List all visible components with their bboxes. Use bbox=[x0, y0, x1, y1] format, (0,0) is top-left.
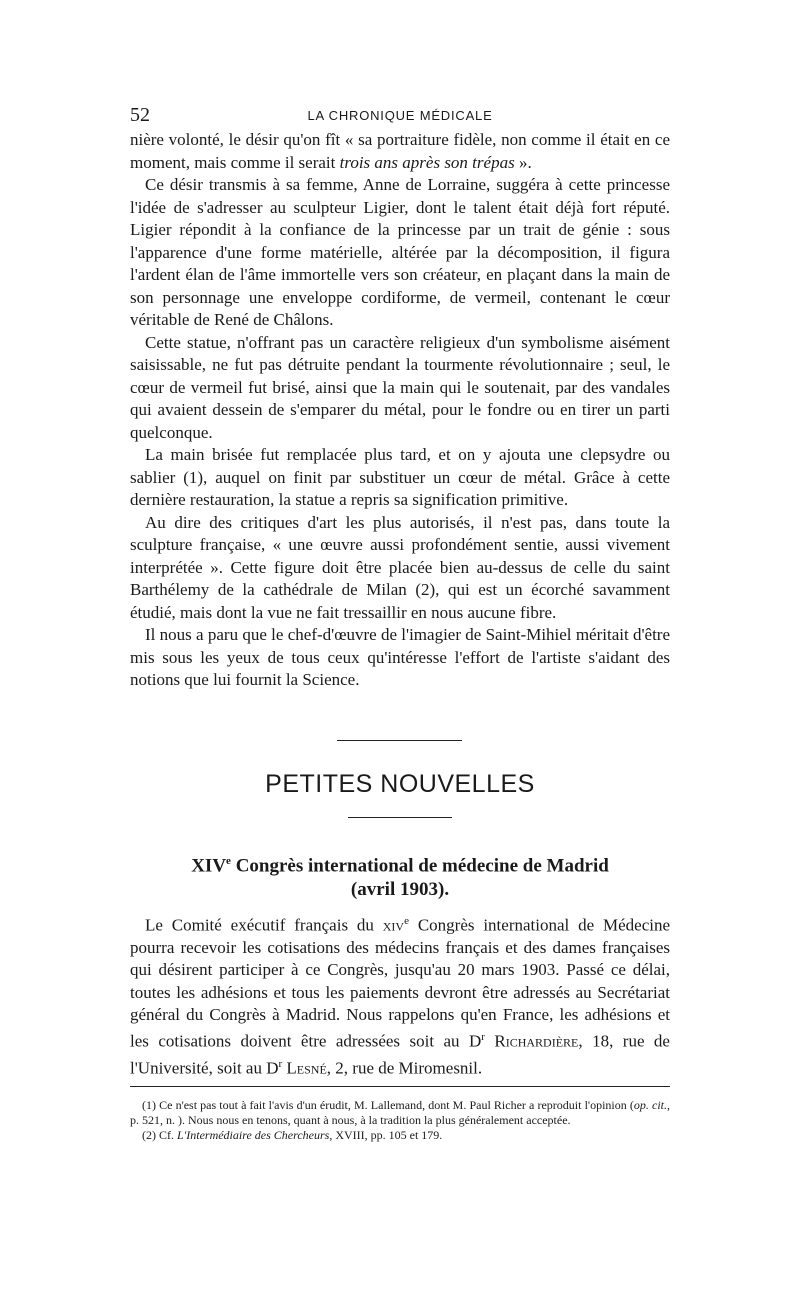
doctor-name-1: Richardière bbox=[484, 1031, 579, 1051]
footnote-1-b: , p. 521, n. ). Nous nous en tenons, quant à nous, à la tradition la plus généralement acceptée. bbox=[130, 1098, 670, 1128]
doctor-sup-1: r bbox=[481, 1031, 485, 1044]
paragraph-6: Il nous a paru que le chef-d'œuvre de l'imagier de Saint-Mihiel méritait d'être mis sous les yeux de tous ceux qu'intéresse l'effort de l'artiste s'aidant des notions que lui fournit la Science. bbox=[130, 625, 670, 689]
congress-heading bbox=[130, 849, 670, 902]
footnote-2-italic: L'Intermédiaire des Chercheurs bbox=[177, 1128, 330, 1143]
paragraph-1 bbox=[130, 129, 670, 174]
congress-date: (avril 1903). bbox=[350, 879, 450, 901]
footnote-2-a: (2) Cf. bbox=[142, 1128, 177, 1143]
paragraph-1-end: ». bbox=[514, 152, 532, 172]
section-heading: PETITES NOUVELLES bbox=[265, 770, 535, 798]
page-number: 52 bbox=[130, 104, 150, 126]
news-roman: xiv bbox=[382, 915, 405, 935]
news-roman-sup: e bbox=[404, 915, 409, 927]
paragraph-4: La main brisée fut remplacée plus tard, et on y ajouta une clepsydre ou sablier (1), auquel on finit par substituer un cœur de métal. Grâce à cette dernière restauration, la statue a repris sa signification primitive. bbox=[130, 445, 670, 509]
footnote-1-a: (1) Ce n'est pas tout à fait l'avis d'un érudit, M. Lallemand, dont M. Paul Richer a reproduit l'opinion ( bbox=[142, 1098, 634, 1112]
footnote-1 bbox=[130, 1098, 670, 1128]
footnote-2 bbox=[130, 1128, 670, 1143]
running-head: LA CHRONIQUE MÉDICALE bbox=[307, 108, 493, 123]
divider-bottom bbox=[348, 817, 452, 818]
paragraph-5: Au dire des critiques d'art les plus autorisés, il n'est pas, dans toute la sculpture française, « une œuvre aussi profondément sentie, aussi vivement interprétée ». Cette figure doit être placée bien au-dessus de celle du saint Barthélemy de la cathédrale de Milan (2), qui est un écorché savamment étudié, mais dont la vue ne fait tressaillir en nous aucune fibre. bbox=[130, 512, 670, 622]
footnote-1-italic: op. cit. bbox=[633, 1098, 667, 1112]
news-paragraph bbox=[130, 910, 670, 1080]
footnote-rule bbox=[130, 1086, 670, 1087]
news-text-2: Congrès international de Médecine pourra recevoir les cotisations des médecins français et des dames françaises qui désirent participer à ce Congrès, jusqu'au 20 mars 1903. Passé ce délai, toutes les adhésions et tous les paiements devront être adressés au Secrétariat général du Congrès à Madrid. Nous rappelons qu'en France, les adhésions et les cotisations doivent être adressées soit au D bbox=[130, 915, 671, 1051]
news-text-3: , 18, rue de l'Université, soit au D bbox=[130, 1031, 670, 1078]
congress-title: Congrès international de médecine de Madrid bbox=[230, 855, 609, 877]
divider-top bbox=[337, 740, 462, 741]
congress-roman: XIV bbox=[191, 855, 227, 877]
paragraph-1-text: nière volonté, le désir qu'on fît « sa portraiture fidèle, non comme il était en ce moment, mais comme il serait bbox=[130, 130, 670, 172]
footnote-2-b: , XVIII, pp. 105 et 179. bbox=[329, 1128, 443, 1143]
news-text-4: , 2, rue de Miromesnil. bbox=[326, 1058, 483, 1078]
news-body bbox=[130, 910, 670, 1080]
news-text-1: Le Comité exécutif français du bbox=[145, 915, 383, 935]
paragraph-1-italic: trois ans après son trépas bbox=[339, 152, 515, 172]
paragraph-3: Cette statue, n'offrant pas un caractère religieux d'un symbolisme aisément saisissable, ne fut pas détruite pendant la tourmente révolutionnaire ; seul, le cœur de vermeil fut brisé, ainsi que la main qui le soutenait, par des vandales qui avaient dessein de s'emparer du métal, pour le fondre ou en tirer un parti quelconque. bbox=[130, 332, 670, 442]
congress-roman-sup: e bbox=[226, 855, 231, 867]
paragraph-2: Ce désir transmis à sa femme, Anne de Lorraine, suggéra à cette princesse l'idée de s'adresser au sculpteur Ligier, dont le talent était déjà fort réputé. Ligier répondit à la confiance de la princesse par un trait de génie : sous l'apparence d'une forme matérielle, altérée par la décomposition, il figura l'ardent élan de l'âme immortelle vers son créateur, en plaçant dans la main de son personnage une enveloppe cordiforme, de vermeil, contenant le cœur véritable de René de Châlons. bbox=[130, 175, 670, 329]
footnotes bbox=[130, 1098, 670, 1144]
article-body bbox=[130, 129, 670, 692]
doctor-sup-2: r bbox=[278, 1058, 283, 1071]
doctor-name-2: Lesné bbox=[282, 1058, 327, 1078]
